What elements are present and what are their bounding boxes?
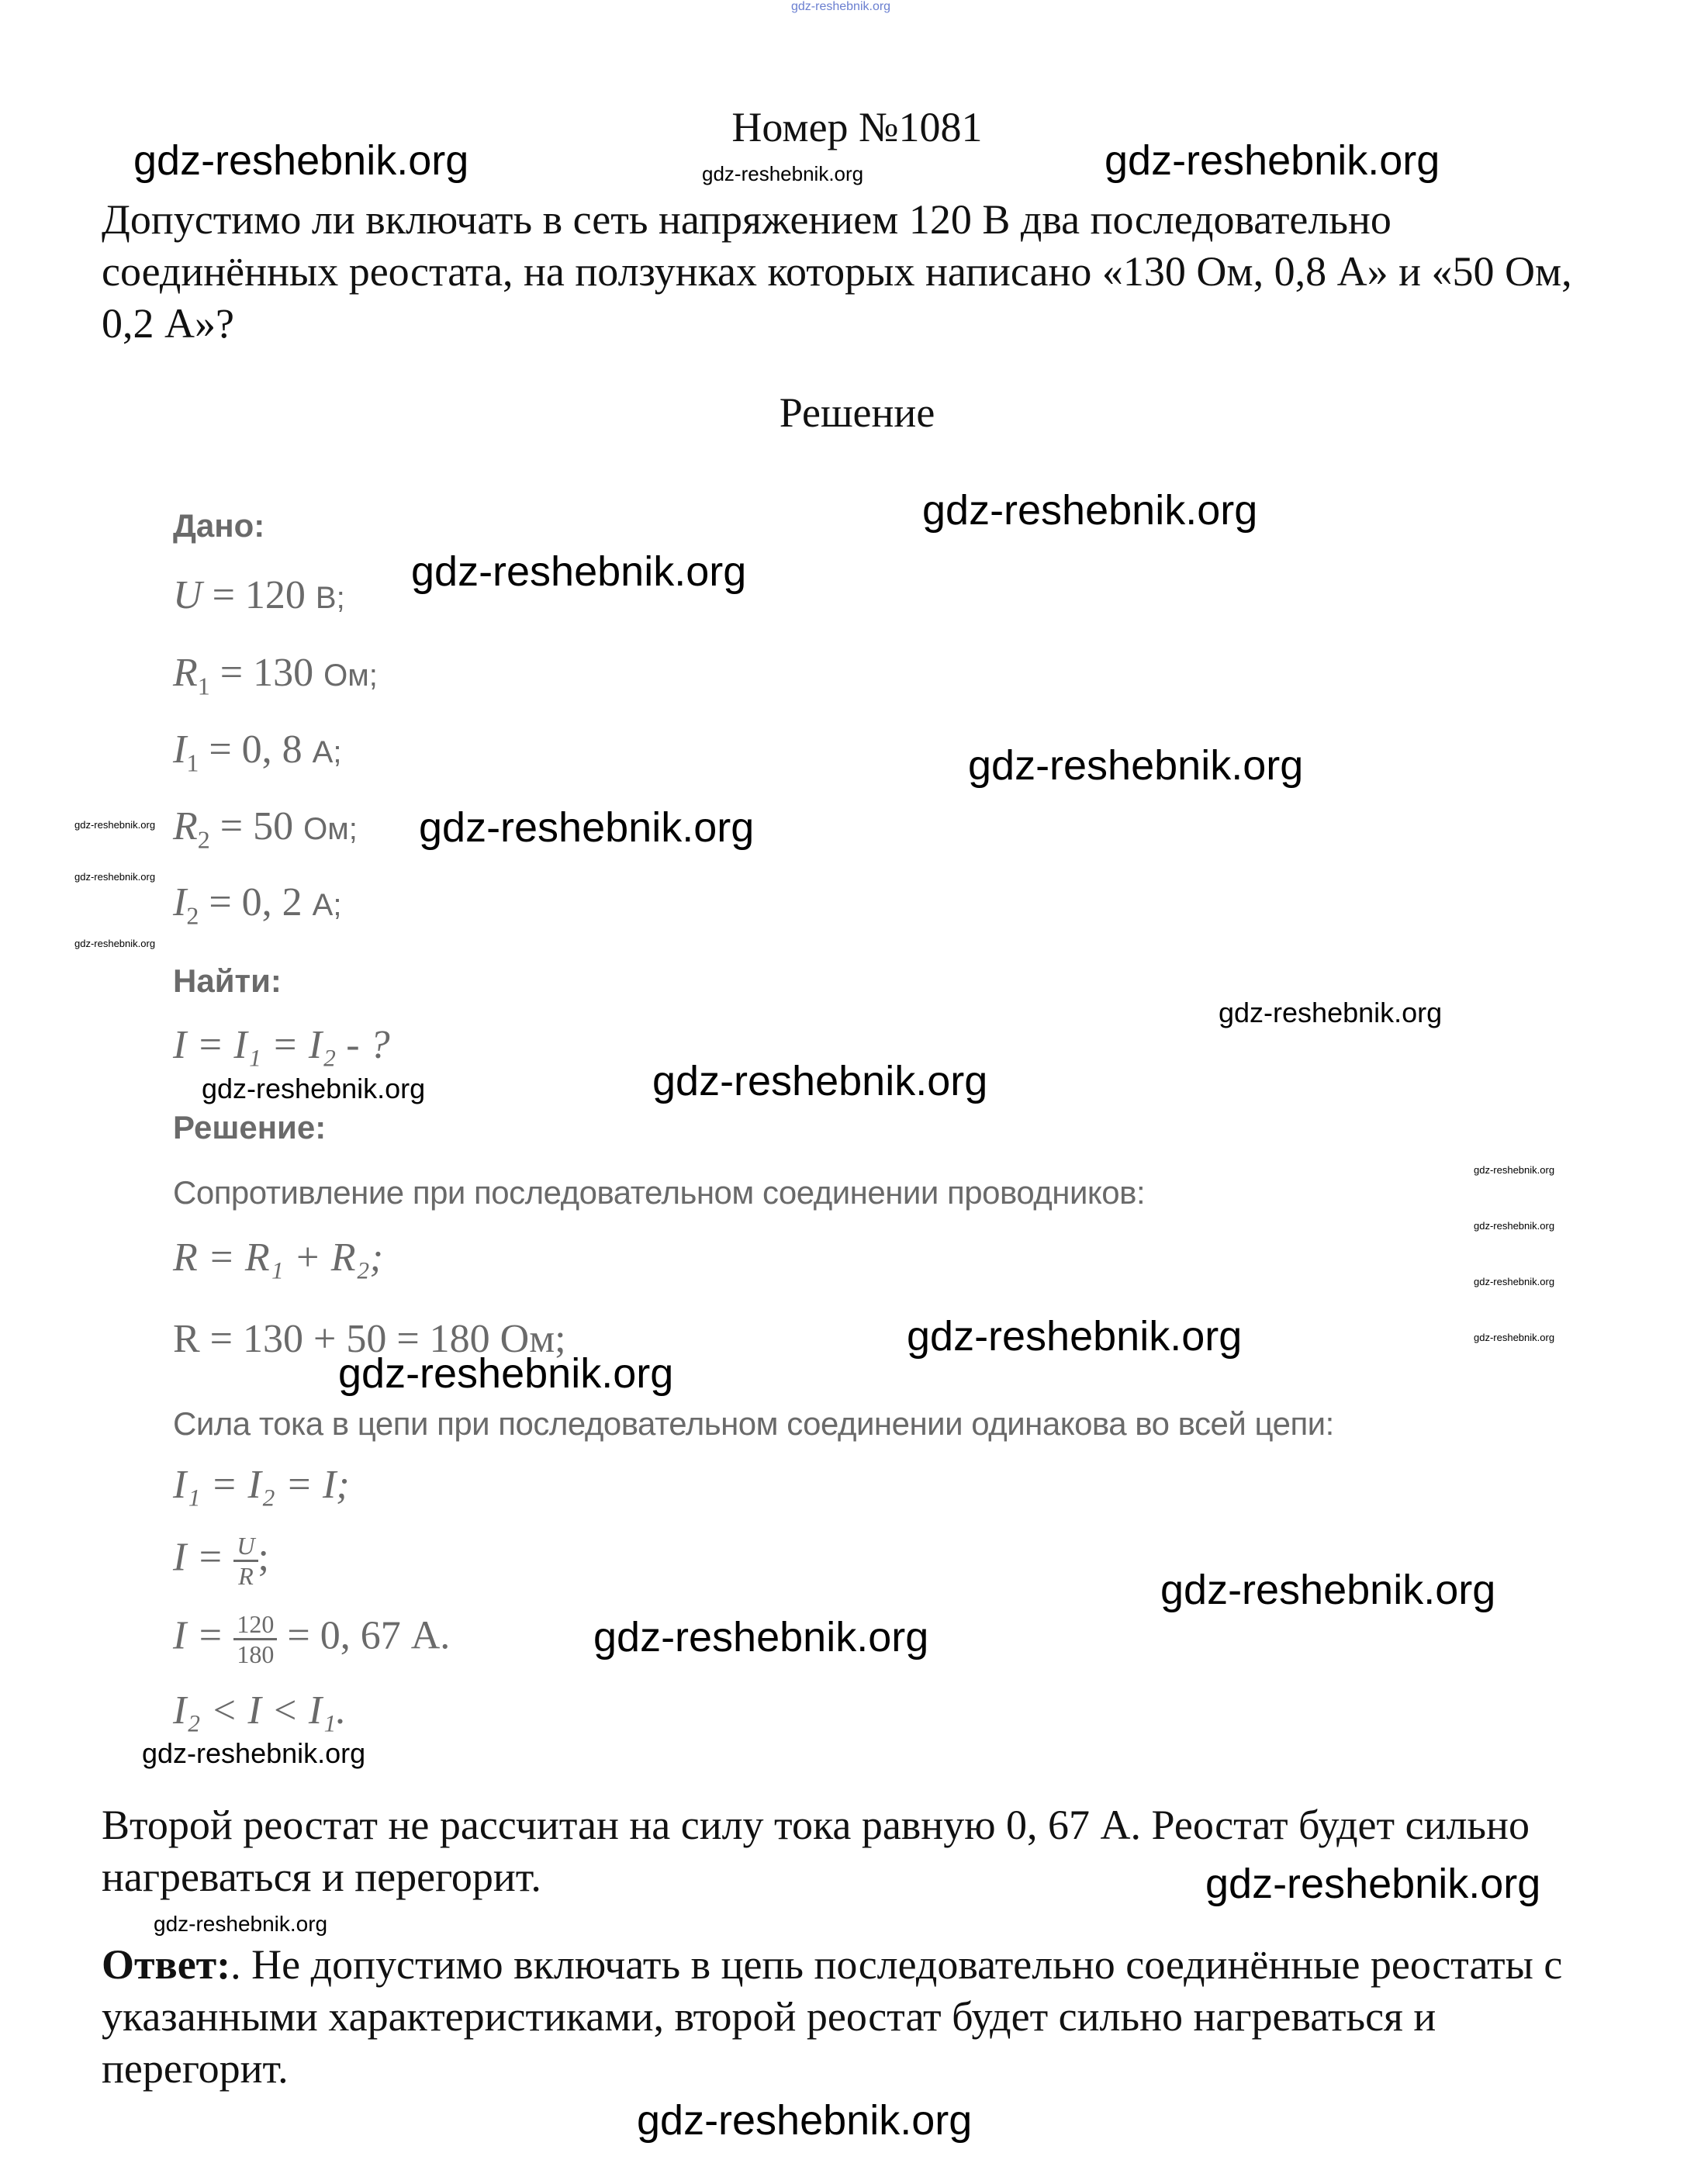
- equation-3: I₁ = I₂ = I;: [173, 1463, 350, 1507]
- equation-1: R = R₁ + R₂;: [173, 1235, 383, 1280]
- watermark: gdz-reshebnik.org: [1160, 1567, 1496, 1613]
- given-line: U = 120 В;: [173, 573, 345, 617]
- watermark: gdz-reshebnik.org: [74, 871, 156, 883]
- equation-6: I₂ < I < I₁.: [173, 1688, 347, 1733]
- watermark: gdz-reshebnik.org: [419, 804, 755, 851]
- page-title: Номер №1081: [731, 104, 983, 150]
- watermark: gdz-reshebnik.org: [637, 2097, 973, 2144]
- watermark: gdz-reshebnik.org: [1105, 137, 1440, 184]
- watermark: gdz-reshebnik.org: [154, 1912, 328, 1936]
- watermark: gdz-reshebnik.org: [1474, 1164, 1555, 1176]
- watermark: gdz-reshebnik.org: [907, 1313, 1243, 1360]
- watermark: gdz-reshebnik.org: [1219, 997, 1443, 1028]
- equation-5: I = $\frac{120}{180}$ = 0, 67 А.: [173, 1610, 451, 1668]
- watermark: gdz-reshebnik.org: [74, 938, 156, 949]
- solution-label: Решение:: [173, 1109, 327, 1146]
- watermark: gdz-reshebnik.org: [202, 1073, 426, 1104]
- watermark: gdz-reshebnik.org: [142, 1737, 366, 1769]
- solution-text-1: Сопротивление при последовательном соединении проводников:: [173, 1174, 1146, 1211]
- answer-text: Ответ:. Не допустимо включать в цепь последовательно соединённые реостаты с указанными характеристиками, второй реостат будет сильно нагреваться и перегорит.: [102, 1941, 1563, 2092]
- conclusion-text: Второй реостат не рассчитан на силу тока равную 0, 67 А. Реостат будет сильно нагреваться и перегорит.: [102, 1802, 1530, 1900]
- watermark: gdz-reshebnik.org: [1205, 1861, 1541, 1907]
- problem-text: Допустимо ли включать в сеть напряжением 120 В два последовательно соединённых реостата, на ползунках которых написано «130 Ом, 0,8 А» и «50 Ом, 0,2 А»?: [102, 196, 1572, 347]
- watermark: gdz-reshebnik.org: [338, 1350, 674, 1397]
- answer-label: Ответ:: [102, 1941, 231, 1988]
- solution-text-2: Сила тока в цепи при последовательном соединении одинакова во всей цепи:: [173, 1405, 1334, 1442]
- solution-heading: Решение: [779, 389, 935, 436]
- watermark: gdz-reshebnik.org: [74, 819, 156, 831]
- given-line: $I_1 = 0$, 8 А;: [173, 727, 342, 777]
- find-expression: I = I₁ = I₂ - ?: [173, 1023, 390, 1067]
- watermark: gdz-reshebnik.org: [652, 1058, 988, 1104]
- watermark: gdz-reshebnik.org: [922, 487, 1258, 534]
- watermark: gdz-reshebnik.org: [593, 1614, 929, 1660]
- watermark: gdz-reshebnik.org: [1474, 1332, 1555, 1343]
- watermark: gdz-reshebnik.org: [702, 162, 864, 185]
- given-line: $R_1 = 130$ Ом;: [173, 651, 378, 700]
- equation-4: I = $\frac{U}{R}$ ;: [173, 1532, 269, 1590]
- watermark: gdz-reshebnik.org: [1474, 1220, 1555, 1232]
- find-label: Найти:: [173, 962, 282, 999]
- watermark: gdz-reshebnik.org: [133, 137, 469, 184]
- given-line: $R_2 = 50$ Ом;: [173, 804, 358, 854]
- watermark: gdz-reshebnik.org: [1474, 1276, 1555, 1287]
- watermark: gdz-reshebnik.org: [968, 742, 1304, 789]
- given-line: $I_2 = 0$, 2 А;: [173, 880, 342, 930]
- watermark-top: gdz-reshebnik.org: [791, 0, 891, 13]
- equation-2: R = 130 + 50 = 180 Ом;: [173, 1317, 566, 1361]
- given-label: Дано:: [173, 507, 265, 544]
- watermark: gdz-reshebnik.org: [411, 548, 747, 595]
